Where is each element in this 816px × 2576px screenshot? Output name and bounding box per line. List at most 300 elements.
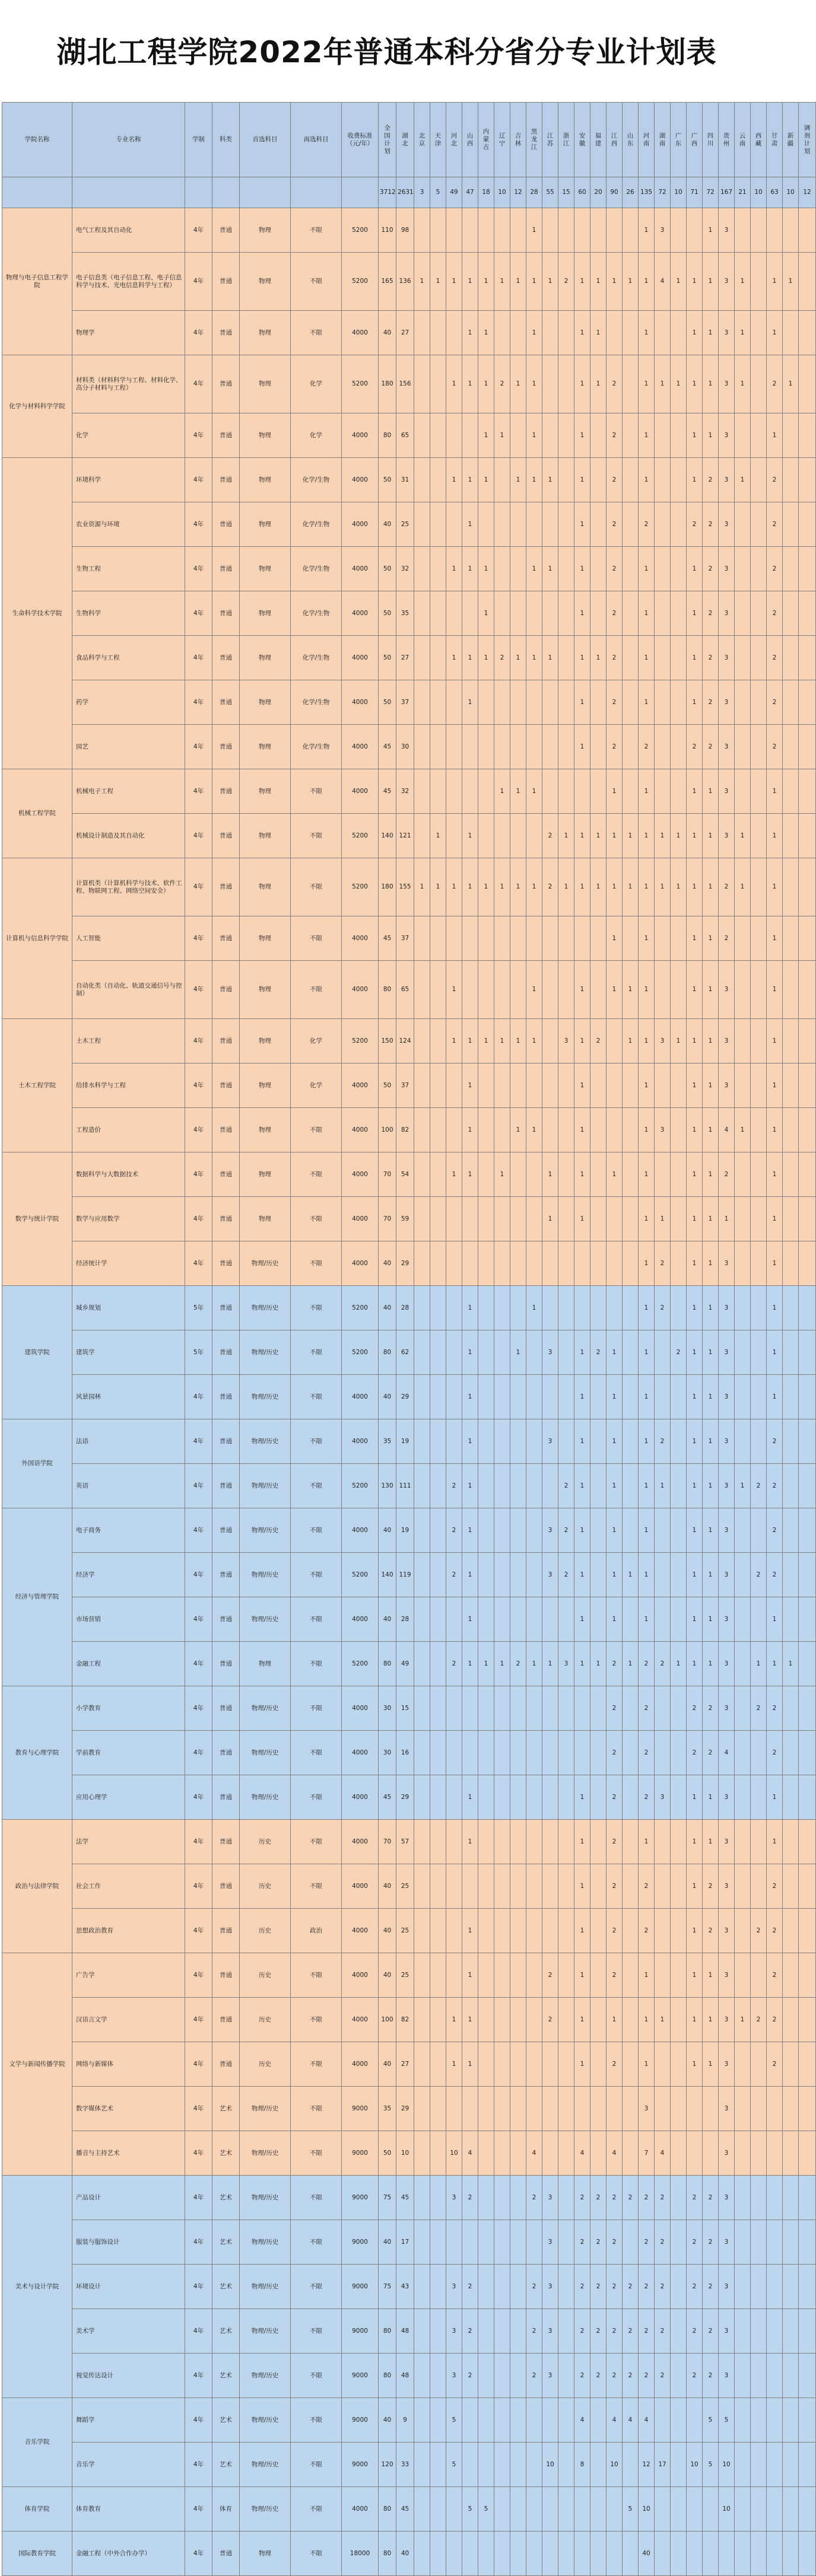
province-plan-cell: 1 xyxy=(478,253,494,311)
province-plan-cell: 2 xyxy=(767,547,783,591)
table-row xyxy=(2,2131,816,2176)
province-plan-cell: 3 xyxy=(719,413,735,458)
province-plan-cell xyxy=(783,680,799,725)
province-plan-cell xyxy=(494,1241,510,1286)
province-plan-cell xyxy=(494,1108,510,1152)
province-plan-cell: 1 xyxy=(462,1820,478,1864)
major-name-cell: 金融工程（中外合作办学） xyxy=(72,2532,185,2576)
fee-cell: 4000 xyxy=(342,1775,379,1820)
province-plan-cell xyxy=(510,2398,526,2443)
province-plan-cell xyxy=(590,725,607,769)
major-name-cell: 工程造价 xyxy=(72,1108,185,1152)
province-plan-cell xyxy=(414,1330,430,1375)
province-plan-cell: 1 xyxy=(574,1864,590,1909)
province-plan-cell xyxy=(607,1063,623,1108)
years-cell: 4年 xyxy=(185,1019,212,1063)
province-plan-cell xyxy=(478,1464,494,1508)
years-cell: 4年 xyxy=(185,636,212,680)
province-plan-cell xyxy=(414,591,430,636)
province-plan-cell xyxy=(623,1419,639,1464)
college-name-cell: 美术与设计学院 xyxy=(2,2176,72,2398)
province-plan-cell: 2 xyxy=(767,1686,783,1731)
fee-cell: 4000 xyxy=(342,1508,379,1553)
province-plan-cell: 4 xyxy=(719,1731,735,1775)
years-cell: 4年 xyxy=(185,502,212,547)
province-plan-cell xyxy=(799,1019,816,1063)
national-plan-cell: 40 xyxy=(379,2042,396,2087)
major-name-cell: 金融工程 xyxy=(72,1642,185,1686)
province-plan-cell xyxy=(783,2176,799,2220)
total-province-cell: 167 xyxy=(719,177,735,208)
fee-cell: 4000 xyxy=(342,591,379,636)
province-plan-cell: 1 xyxy=(607,916,623,961)
province-plan-cell: 1 xyxy=(607,1597,623,1642)
province-plan-cell xyxy=(558,680,574,725)
category-cell: 普通 xyxy=(212,355,240,413)
province-plan-cell: 1 xyxy=(767,1775,783,1820)
totals-empty-cell xyxy=(342,177,379,208)
province-plan-cell xyxy=(430,1063,446,1108)
province-plan-cell xyxy=(671,2309,687,2354)
province-plan-cell: 2 xyxy=(687,725,703,769)
province-plan-cell: 1 xyxy=(655,1464,671,1508)
province-plan-cell xyxy=(430,1597,446,1642)
province-plan-cell xyxy=(623,502,639,547)
province-plan-cell: 1 xyxy=(703,253,719,311)
fee-cell: 4000 xyxy=(342,1152,379,1197)
province-plan-cell: 1 xyxy=(574,502,590,547)
province-plan-cell xyxy=(655,1731,671,1775)
province-plan-cell: 1 xyxy=(526,858,542,916)
province-plan-cell: 1 xyxy=(767,1197,783,1241)
page-title: 湖北工程学院2022年普通本科分省分专业计划表 xyxy=(56,35,717,69)
province-plan-cell: 1 xyxy=(639,814,655,858)
province-plan-cell xyxy=(494,961,510,1019)
province-plan-cell: 1 xyxy=(590,814,607,858)
category-cell: 普通 xyxy=(212,208,240,253)
province-plan-cell xyxy=(783,2131,799,2176)
province-plan-cell xyxy=(510,814,526,858)
province-plan-cell xyxy=(671,1686,687,1731)
province-plan-cell: 3 xyxy=(719,1375,735,1419)
province-plan-cell xyxy=(478,2176,494,2220)
province-plan-cell: 4 xyxy=(655,253,671,311)
province-plan-cell xyxy=(590,1553,607,1597)
province-plan-cell: 2 xyxy=(526,2265,542,2309)
province-plan-cell xyxy=(510,2131,526,2176)
category-cell: 普通 xyxy=(212,1108,240,1152)
province-plan-cell xyxy=(446,680,462,725)
province-plan-cell: 1 xyxy=(639,547,655,591)
total-province-cell: 72 xyxy=(655,177,671,208)
province-plan-cell: 1 xyxy=(574,1197,590,1241)
province-plan-cell xyxy=(526,1464,542,1508)
total-province-cell: 10 xyxy=(783,177,799,208)
province-plan-cell xyxy=(430,591,446,636)
province-plan-cell: 2 xyxy=(542,814,558,858)
province-plan-cell: 1 xyxy=(574,591,590,636)
province-plan-cell xyxy=(510,2220,526,2265)
province-plan-cell xyxy=(558,547,574,591)
national-plan-cell: 40 xyxy=(379,2398,396,2443)
province-plan-cell xyxy=(783,1375,799,1419)
fee-cell: 4000 xyxy=(342,769,379,814)
province-plan-cell: 2 xyxy=(462,2176,478,2220)
province-plan-cell xyxy=(783,769,799,814)
province-plan-cell xyxy=(430,1953,446,1998)
province-plan-cell xyxy=(414,1553,430,1597)
province-plan-cell xyxy=(494,1909,510,1953)
years-cell: 4年 xyxy=(185,1731,212,1775)
province-plan-cell xyxy=(799,1419,816,1464)
province-plan-cell: 2 xyxy=(446,1642,462,1686)
hubei-plan-cell: 48 xyxy=(396,2309,414,2354)
province-plan-cell xyxy=(671,2220,687,2265)
province-plan-cell: 3 xyxy=(446,2265,462,2309)
province-plan-cell xyxy=(526,2042,542,2087)
province-plan-cell xyxy=(735,1820,751,1864)
province-plan-cell xyxy=(783,458,799,502)
province-plan-cell xyxy=(494,916,510,961)
fee-cell: 9000 xyxy=(342,2443,379,2487)
province-plan-cell xyxy=(671,311,687,355)
province-plan-cell: 5 xyxy=(703,2398,719,2443)
province-plan-cell: 1 xyxy=(655,1998,671,2042)
province-plan-cell xyxy=(430,2176,446,2220)
province-plan-cell xyxy=(607,1241,623,1286)
category-cell: 普通 xyxy=(212,413,240,458)
province-plan-cell xyxy=(783,208,799,253)
table-row xyxy=(2,1953,816,1998)
province-plan-cell xyxy=(558,1597,574,1642)
province-plan-cell xyxy=(799,961,816,1019)
province-plan-cell: 1 xyxy=(574,814,590,858)
total-province-cell: 15 xyxy=(558,177,574,208)
province-plan-cell xyxy=(623,547,639,591)
province-plan-cell xyxy=(478,1197,494,1241)
province-plan-cell xyxy=(430,1820,446,1864)
province-plan-cell xyxy=(767,2087,783,2131)
table-row xyxy=(2,253,816,311)
province-plan-cell xyxy=(558,1375,574,1419)
province-plan-cell xyxy=(478,1152,494,1197)
province-plan-cell: 1 xyxy=(639,1553,655,1597)
province-plan-cell xyxy=(414,1019,430,1063)
category-cell: 艺术 xyxy=(212,2131,240,2176)
province-plan-cell: 1 xyxy=(767,814,783,858)
fee-cell: 4000 xyxy=(342,2042,379,2087)
province-plan-cell xyxy=(590,680,607,725)
province-plan-cell: 1 xyxy=(446,253,462,311)
province-plan-cell xyxy=(430,1419,446,1464)
total-province-cell: 90 xyxy=(607,177,623,208)
province-plan-cell xyxy=(751,2309,767,2354)
province-plan-cell: 1 xyxy=(558,858,574,916)
province-plan-cell: 2 xyxy=(510,1642,526,1686)
province-plan-cell: 1 xyxy=(526,769,542,814)
province-plan-cell: 2 xyxy=(767,636,783,680)
province-plan-cell: 2 xyxy=(767,1953,783,1998)
province-plan-cell xyxy=(671,458,687,502)
province-plan-cell xyxy=(558,1419,574,1464)
province-plan-cell xyxy=(735,1775,751,1820)
province-plan-cell xyxy=(510,1998,526,2042)
province-plan-cell: 2 xyxy=(590,1019,607,1063)
province-plan-cell: 2 xyxy=(446,1464,462,1508)
national-plan-cell: 50 xyxy=(379,680,396,725)
province-plan-cell xyxy=(751,1820,767,1864)
province-plan-cell: 1 xyxy=(639,769,655,814)
national-plan-cell: 40 xyxy=(379,1241,396,1286)
fee-cell: 5200 xyxy=(342,208,379,253)
province-plan-cell xyxy=(590,1108,607,1152)
years-cell: 4年 xyxy=(185,2042,212,2087)
header-cell-province: 山西 xyxy=(462,103,478,177)
province-plan-cell: 3 xyxy=(655,208,671,253)
category-cell: 普通 xyxy=(212,1597,240,1642)
province-plan-cell: 3 xyxy=(719,1464,735,1508)
province-plan-cell: 1 xyxy=(687,1419,703,1464)
province-plan-cell xyxy=(799,2487,816,2532)
province-plan-cell: 3 xyxy=(719,769,735,814)
fee-cell: 4000 xyxy=(342,1909,379,1953)
province-plan-cell xyxy=(799,1909,816,1953)
header-cell-national: 全国计划 xyxy=(379,103,396,177)
title-bar xyxy=(0,0,773,100)
province-plan-cell: 2 xyxy=(767,1419,783,1464)
years-cell: 4年 xyxy=(185,311,212,355)
province-plan-cell: 3 xyxy=(719,1330,735,1375)
province-plan-cell xyxy=(462,961,478,1019)
province-plan-cell xyxy=(671,1152,687,1197)
province-plan-cell xyxy=(542,2042,558,2087)
national-plan-cell: 40 xyxy=(379,1953,396,1998)
province-plan-cell xyxy=(751,1019,767,1063)
province-plan-cell xyxy=(446,1197,462,1241)
province-plan-cell xyxy=(671,1286,687,1330)
province-plan-cell xyxy=(799,1375,816,1419)
province-plan-cell xyxy=(623,636,639,680)
province-plan-cell: 2 xyxy=(542,1998,558,2042)
province-plan-cell xyxy=(783,1152,799,1197)
province-plan-cell: 1 xyxy=(478,1642,494,1686)
hubei-plan-cell: 10 xyxy=(396,2131,414,2176)
college-name-cell: 土木工程学院 xyxy=(2,1019,72,1152)
province-plan-cell: 3 xyxy=(542,2220,558,2265)
province-plan-cell xyxy=(623,1241,639,1286)
province-plan-cell: 1 xyxy=(510,355,526,413)
second-subject-cell: 不限 xyxy=(291,1642,342,1686)
province-plan-cell: 3 xyxy=(719,1953,735,1998)
major-name-cell: 药学 xyxy=(72,680,185,725)
province-plan-cell xyxy=(446,2220,462,2265)
province-plan-cell xyxy=(623,680,639,725)
province-plan-cell xyxy=(478,1597,494,1642)
first-subject-cell: 物理 xyxy=(240,2532,291,2576)
province-plan-cell xyxy=(607,208,623,253)
province-plan-cell xyxy=(783,1597,799,1642)
province-plan-cell xyxy=(799,2398,816,2443)
province-plan-cell xyxy=(478,680,494,725)
province-plan-cell xyxy=(735,1419,751,1464)
province-plan-cell: 2 xyxy=(703,680,719,725)
province-plan-cell xyxy=(462,2443,478,2487)
province-plan-cell xyxy=(623,591,639,636)
province-plan-cell: 1 xyxy=(478,547,494,591)
province-plan-cell: 1 xyxy=(639,1330,655,1375)
province-plan-cell xyxy=(623,1375,639,1419)
province-plan-cell xyxy=(526,1330,542,1375)
college-name-cell: 外国语学院 xyxy=(2,1419,72,1508)
province-plan-cell xyxy=(590,547,607,591)
province-plan-cell xyxy=(414,1775,430,1820)
province-plan-cell: 1 xyxy=(574,1597,590,1642)
province-plan-cell: 1 xyxy=(703,1197,719,1241)
province-plan-cell xyxy=(542,1731,558,1775)
province-plan-cell xyxy=(526,2398,542,2443)
province-plan-cell xyxy=(414,1864,430,1909)
province-plan-cell xyxy=(671,2131,687,2176)
province-plan-cell xyxy=(526,2532,542,2576)
province-plan-cell xyxy=(430,502,446,547)
second-subject-cell: 不限 xyxy=(291,2265,342,2309)
province-plan-cell xyxy=(671,547,687,591)
major-name-cell: 城乡规划 xyxy=(72,1286,185,1330)
province-plan-cell xyxy=(655,961,671,1019)
province-plan-cell xyxy=(478,1953,494,1998)
province-plan-cell: 2 xyxy=(558,253,574,311)
province-plan-cell xyxy=(590,2398,607,2443)
table-row xyxy=(2,355,816,413)
major-name-cell: 数字媒体艺术 xyxy=(72,2087,185,2131)
fee-cell: 4000 xyxy=(342,1864,379,1909)
major-name-cell: 建筑学 xyxy=(72,1330,185,1375)
province-plan-cell xyxy=(414,1597,430,1642)
province-plan-cell xyxy=(558,1864,574,1909)
totals-row xyxy=(2,177,816,208)
province-plan-cell xyxy=(430,2309,446,2354)
province-plan-cell: 1 xyxy=(478,1019,494,1063)
province-plan-cell xyxy=(478,208,494,253)
hubei-plan-cell: 45 xyxy=(396,2176,414,2220)
hubei-plan-cell: 82 xyxy=(396,1108,414,1152)
province-plan-cell: 2 xyxy=(462,2265,478,2309)
province-plan-cell: 2 xyxy=(703,2220,719,2265)
table-row xyxy=(2,814,816,858)
province-plan-cell xyxy=(735,502,751,547)
province-plan-cell xyxy=(623,2532,639,2576)
fee-cell: 4000 xyxy=(342,1953,379,1998)
province-plan-cell xyxy=(446,916,462,961)
fee-cell: 4000 xyxy=(342,636,379,680)
province-plan-cell xyxy=(767,2398,783,2443)
total-province-cell: 5 xyxy=(430,177,446,208)
national-plan-cell: 110 xyxy=(379,208,396,253)
province-plan-cell: 1 xyxy=(703,311,719,355)
province-plan-cell: 1 xyxy=(526,1108,542,1152)
province-plan-cell xyxy=(510,1597,526,1642)
province-plan-cell: 1 xyxy=(574,1642,590,1686)
college-name-cell: 教育与心理学院 xyxy=(2,1686,72,1820)
province-plan-cell xyxy=(430,2042,446,2087)
province-plan-cell xyxy=(462,1686,478,1731)
province-plan-cell: 1 xyxy=(687,1775,703,1820)
province-plan-cell: 1 xyxy=(462,547,478,591)
province-plan-cell: 2 xyxy=(590,2220,607,2265)
province-plan-cell: 3 xyxy=(719,961,735,1019)
province-plan-cell: 3 xyxy=(719,1419,735,1464)
province-plan-cell xyxy=(767,2487,783,2532)
total-province-cell: 63 xyxy=(767,177,783,208)
province-plan-cell xyxy=(783,1775,799,1820)
second-subject-cell: 不限 xyxy=(291,2087,342,2131)
province-plan-cell xyxy=(735,2265,751,2309)
province-plan-cell xyxy=(767,2176,783,2220)
province-plan-cell xyxy=(574,1241,590,1286)
province-plan-cell: 1 xyxy=(687,591,703,636)
fee-cell: 9000 xyxy=(342,2131,379,2176)
major-name-cell: 电子信息类（电子信息工程、电子信息科学与技术、光电信息科学与工程） xyxy=(72,253,185,311)
province-plan-cell: 2 xyxy=(462,2309,478,2354)
province-plan-cell xyxy=(751,2398,767,2443)
province-plan-cell xyxy=(430,2532,446,2576)
province-plan-cell xyxy=(799,253,816,311)
province-plan-cell xyxy=(703,2131,719,2176)
category-cell: 普通 xyxy=(212,1775,240,1820)
province-plan-cell xyxy=(751,2532,767,2576)
province-plan-cell xyxy=(430,1019,446,1063)
total-province-cell: 18 xyxy=(478,177,494,208)
province-plan-cell: 1 xyxy=(687,1464,703,1508)
province-plan-cell xyxy=(783,1864,799,1909)
province-plan-cell: 1 xyxy=(639,1419,655,1464)
province-plan-cell xyxy=(767,2309,783,2354)
province-plan-cell xyxy=(542,680,558,725)
province-plan-cell: 5 xyxy=(462,2487,478,2532)
province-plan-cell: 1 xyxy=(462,1998,478,2042)
province-plan-cell xyxy=(414,2087,430,2131)
province-plan-cell: 3 xyxy=(719,1820,735,1864)
province-plan-cell: 2 xyxy=(607,2042,623,2087)
first-subject-cell: 物理/历史 xyxy=(240,1375,291,1419)
province-plan-cell xyxy=(558,961,574,1019)
province-plan-cell: 1 xyxy=(462,858,478,916)
province-plan-cell xyxy=(751,591,767,636)
province-plan-cell xyxy=(655,1508,671,1553)
province-plan-cell xyxy=(799,2443,816,2487)
province-plan-cell xyxy=(735,636,751,680)
header-row xyxy=(2,103,816,177)
major-name-cell: 法语 xyxy=(72,1419,185,1464)
total-province-cell: 28 xyxy=(526,177,542,208)
major-name-cell: 生物工程 xyxy=(72,547,185,591)
province-plan-cell xyxy=(414,311,430,355)
years-cell: 4年 xyxy=(185,916,212,961)
province-plan-cell xyxy=(783,1063,799,1108)
header-cell-province: 贵州 xyxy=(719,103,735,177)
province-plan-cell: 1 xyxy=(574,1820,590,1864)
major-name-cell: 化学 xyxy=(72,413,185,458)
province-plan-cell xyxy=(510,1286,526,1330)
province-plan-cell xyxy=(623,1286,639,1330)
first-subject-cell: 物理/历史 xyxy=(240,2309,291,2354)
years-cell: 4年 xyxy=(185,1063,212,1108)
province-plan-cell: 1 xyxy=(735,1998,751,2042)
province-plan-cell: 3 xyxy=(719,1019,735,1063)
province-plan-cell xyxy=(446,1820,462,1864)
province-plan-cell xyxy=(430,2398,446,2443)
province-plan-cell: 1 xyxy=(687,680,703,725)
